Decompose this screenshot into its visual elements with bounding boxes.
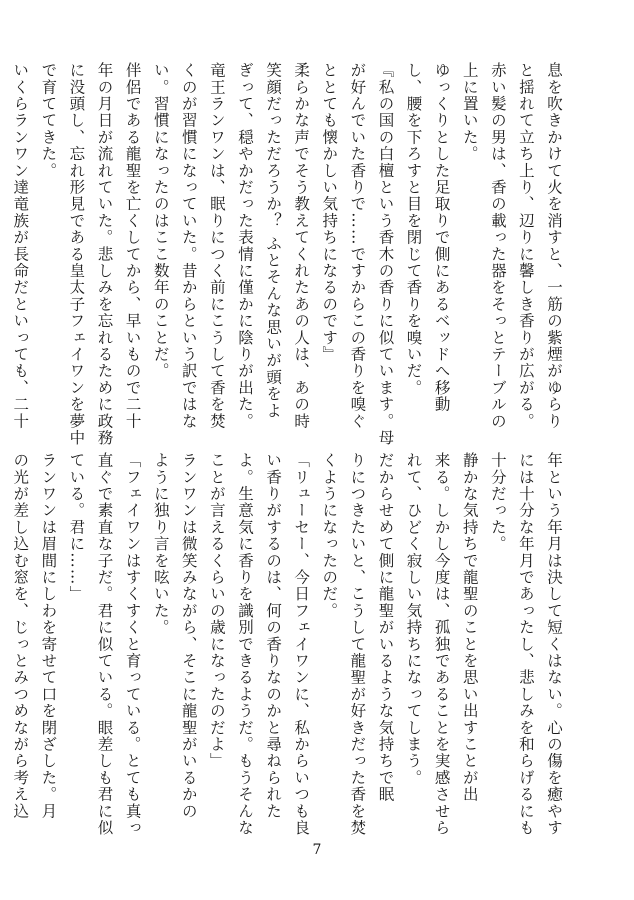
text-line: し、腰を下ろすと目を閉じて香りを嗅いだ。	[404, 62, 423, 396]
text-line: 年の月日が流れていた。悲しみを忘れるために政務	[95, 62, 114, 447]
text-line: には十分な年月であったし、悲しみを和らげるにも	[516, 452, 535, 837]
text-line: ランワンは眉間にしわを寄せて口を閉ざした。月	[39, 452, 58, 820]
text-line: い。習慣になったのはここ数年のことだ。	[151, 62, 170, 380]
text-line: 「リューセー、今日フェイワンに、私からいつも良	[292, 452, 311, 837]
text-line: に没頭し、忘れ形見である皇太子フェイワンを夢中	[67, 62, 86, 447]
lower-text-block	[11, 452, 568, 837]
text-line: 直ぐで素直な子だ。君に似ている。眼差しも君に似	[95, 452, 114, 837]
text-line: 来る。しかし今度は、孤独であることを実感させら	[432, 452, 451, 837]
text-line: りにつきたいと、こうして龍聖が好きだった香を焚	[348, 452, 367, 837]
text-line: 竜王ランワンは、眠りにつく前にこうして香を焚	[207, 62, 226, 430]
text-line: い香りがするのは、何の香りなのかと尋ねられた	[264, 452, 283, 820]
text-line: 『私の国の白檀という香木の香りに似ています。母	[376, 62, 395, 447]
text-line: ランワンは微笑みながら、そこに龍聖がいるかの	[179, 452, 198, 820]
text-line: ととても懐かしい気持ちになるのです』	[320, 62, 339, 363]
text-line: 赤い髪の男は、香の載った器をそっとテーブルの	[488, 62, 507, 430]
page-number: 7	[312, 842, 322, 858]
text-line: くのが習慣になっていた。昔からという訳ではな	[179, 62, 198, 430]
text-line: ている。君に……」	[67, 452, 86, 603]
text-line: 年という年月は決して短くはない。心の傷を癒やす	[545, 452, 563, 837]
text-line: で育ててきた。	[39, 62, 58, 179]
text-line: 静かな気持ちで龍聖のことを思い出すことが出	[460, 452, 479, 803]
text-line: 笑顔だっただろうか？ ふとそんな思いが頭をよ	[264, 62, 283, 419]
text-line: だからせめて側に龍聖がいるような気持ちで眠	[376, 452, 395, 803]
text-line: ぎって、穏やかだった表情に僅かに陰りが出た。	[235, 62, 254, 430]
text-line: ように独り言を呟いた。	[151, 452, 170, 636]
text-line: ゆっくりとした足取りで側にあるベッドへ移動	[432, 62, 451, 413]
text-line: と揺れて立ち上り、辺りに馨しき香りが広がる。	[516, 62, 535, 430]
text-line: いくらランワン達竜族が長命だといっても、二十	[11, 62, 30, 430]
text-line: 十分だった。	[488, 452, 507, 553]
upper-text-block	[11, 62, 568, 447]
text-line: 柔らかな声でそう教えてくれたあの人は、あの時	[292, 62, 311, 430]
text-line: 「フェイワンはすくすくと育っている。とても真っ	[123, 452, 142, 837]
text-line: が好んでいた香りで……ですからこの香りを嗅ぐ	[348, 62, 367, 430]
text-line: れて、ひどく寂しい気持ちになってしまう。	[404, 452, 423, 786]
text-line: 息を吹きかけて火を消すと、一筋の紫煙がゆらり	[545, 62, 563, 430]
text-line: よ。生意気に香りを識別できるようだ。もうそんな	[235, 452, 254, 837]
text-line: ことが言えるくらいの歳になったのだよ」	[207, 452, 226, 770]
text-line: の光が差し込む窓を、じっとみつめながら考え込	[11, 452, 30, 820]
text-line: 伴侶である龍聖を亡くしてから、早いもので二十	[123, 62, 142, 430]
text-line: くようになったのだ。	[320, 452, 339, 619]
text-line: 上に置いた。	[460, 62, 479, 163]
